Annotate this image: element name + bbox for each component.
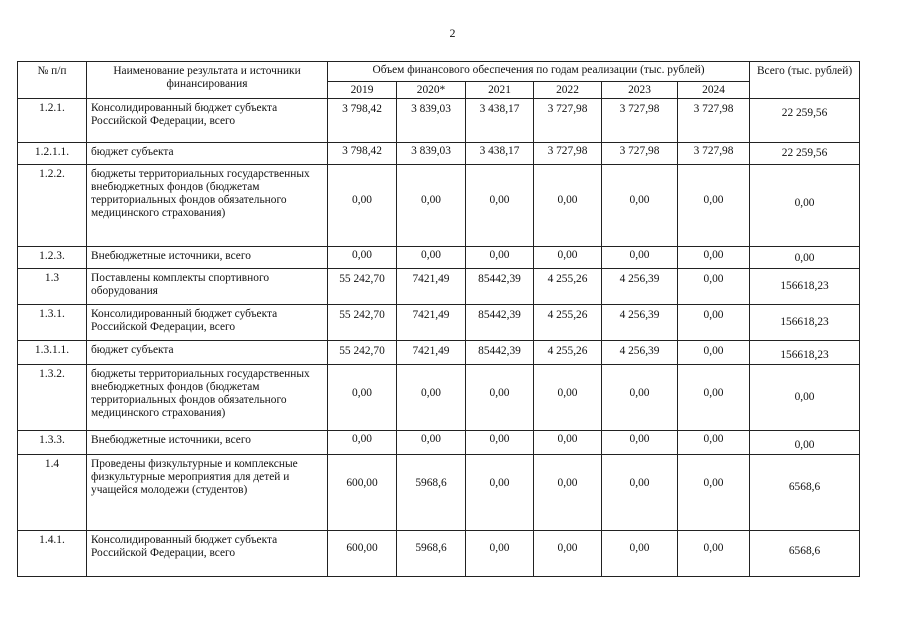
value-text: 7421,49: [412, 309, 450, 321]
value-text: 3 727,98: [547, 103, 588, 115]
value-cell: [602, 247, 678, 269]
value-cell: [397, 165, 466, 247]
value-text: 55 242,70: [339, 273, 385, 285]
value-text: 3 798,42: [342, 103, 382, 115]
value-cell: [466, 305, 534, 341]
value-cell: [328, 143, 397, 165]
value-cell: [678, 305, 750, 341]
total-cell: [750, 99, 860, 143]
value-cell: [602, 431, 678, 455]
value-cell: [466, 99, 534, 143]
value-text: 0,00: [489, 542, 510, 554]
budget-table: [17, 61, 860, 577]
value-cell: [678, 247, 750, 269]
value-cell: [397, 143, 466, 165]
value-cell: [328, 305, 397, 341]
value-text: 0,00: [629, 542, 650, 554]
total-cell: [750, 455, 860, 531]
table-row: [18, 165, 860, 247]
value-text: 0,00: [703, 477, 724, 489]
value-text: 0,00: [557, 433, 578, 445]
total-text: 0,00: [794, 252, 815, 264]
value-text: 3 839,03: [411, 145, 451, 157]
row-number: 1.2.1.1.: [18, 143, 87, 165]
value-text: 0,00: [489, 477, 510, 489]
value-cell: [678, 99, 750, 143]
total-cell: [750, 305, 860, 341]
value-text: 7421,49: [412, 345, 450, 357]
value-cell: [397, 455, 466, 531]
value-cell: [328, 269, 397, 305]
value-text: 85442,39: [478, 309, 521, 321]
value-text: 3 839,03: [411, 103, 451, 115]
value-cell: [328, 341, 397, 365]
row-name: бюджет субъекта: [87, 143, 328, 165]
value-cell: [678, 165, 750, 247]
header-num: № п/п: [18, 62, 87, 99]
table-row: [18, 341, 860, 365]
total-text: 156618,23: [780, 349, 829, 361]
value-cell: [328, 431, 397, 455]
value-text: 0,00: [421, 194, 441, 206]
row-name: бюджеты территориальных государственных внебюджетных фондов (бюджетам территориальных фондов обязательного медицинского страхования): [87, 165, 328, 247]
value-cell: [534, 247, 602, 269]
value-text: 4 256,39: [619, 273, 660, 285]
value-text: 0,00: [352, 387, 372, 399]
total-cell: [750, 143, 860, 165]
value-cell: [328, 365, 397, 431]
value-cell: [397, 431, 466, 455]
year-header: 2020*: [397, 82, 466, 99]
value-text: 4 256,39: [619, 345, 660, 357]
value-cell: [678, 143, 750, 165]
value-text: 85442,39: [478, 345, 521, 357]
value-text: 5968,6: [415, 542, 447, 554]
header-row: [18, 62, 860, 82]
value-cell: [602, 143, 678, 165]
value-text: 85442,39: [478, 273, 521, 285]
value-text: 0,00: [352, 249, 372, 261]
value-text: 0,00: [703, 249, 724, 261]
value-cell: [678, 531, 750, 577]
value-text: 0,00: [352, 194, 372, 206]
value-cell: [466, 269, 534, 305]
value-text: 4 255,26: [547, 309, 588, 321]
total-cell: [750, 341, 860, 365]
value-cell: [678, 365, 750, 431]
year-header: 2024: [678, 82, 750, 99]
value-cell: [602, 365, 678, 431]
table-row: [18, 305, 860, 341]
value-cell: [602, 341, 678, 365]
value-text: 0,00: [421, 249, 441, 261]
year-header: 2019: [328, 82, 397, 99]
row-number: 1.2.3.: [18, 247, 87, 269]
value-cell: [397, 99, 466, 143]
row-number: 1.3: [18, 269, 87, 305]
value-text: 4 255,26: [547, 345, 588, 357]
value-cell: [678, 455, 750, 531]
value-cell: [534, 269, 602, 305]
total-cell: [750, 247, 860, 269]
value-cell: [534, 365, 602, 431]
value-cell: [678, 431, 750, 455]
value-text: 0,00: [557, 249, 578, 261]
value-text: 0,00: [421, 387, 441, 399]
value-cell: [466, 365, 534, 431]
value-text: 3 727,98: [619, 145, 660, 157]
value-text: 0,00: [629, 387, 650, 399]
value-text: 0,00: [489, 194, 510, 206]
total-cell: [750, 165, 860, 247]
row-name: Консолидированный бюджет субъекта Российской Федерации, всего: [87, 99, 328, 143]
table-row: [18, 431, 860, 455]
header-year-group: Объем финансового обеспечения по годам реализации (тыс. рублей): [328, 62, 750, 82]
value-cell: [466, 143, 534, 165]
total-cell: [750, 531, 860, 577]
value-text: 0,00: [703, 309, 724, 321]
value-cell: [466, 455, 534, 531]
table-row: [18, 99, 860, 143]
header-name: Наименование результата и источники финансирования: [87, 62, 328, 99]
value-cell: [602, 99, 678, 143]
row-name: Проведены физкультурные и комплексные физкультурные мероприятия для детей и учащейся молодежи (студентов): [87, 455, 328, 531]
value-text: 0,00: [352, 433, 372, 445]
value-cell: [466, 247, 534, 269]
value-cell: [534, 99, 602, 143]
value-text: 0,00: [629, 477, 650, 489]
row-number: 1.4.1.: [18, 531, 87, 577]
value-text: 0,00: [629, 433, 650, 445]
value-text: 3 438,17: [479, 145, 520, 157]
total-text: 0,00: [794, 197, 815, 209]
table-row: [18, 455, 860, 531]
value-cell: [328, 99, 397, 143]
total-text: 6568,6: [788, 481, 821, 493]
value-text: 0,00: [557, 477, 578, 489]
row-name: Консолидированный бюджет субъекта Российской Федерации, всего: [87, 305, 328, 341]
total-text: 6568,6: [788, 545, 821, 557]
value-text: 3 727,98: [693, 145, 734, 157]
row-name: Внебюджетные источники, всего: [87, 431, 328, 455]
value-cell: [397, 269, 466, 305]
value-text: 4 255,26: [547, 273, 588, 285]
row-number: 1.2.2.: [18, 165, 87, 247]
value-text: 3 727,98: [547, 145, 588, 157]
table-row: [18, 143, 860, 165]
value-text: 0,00: [557, 387, 578, 399]
value-text: 0,00: [703, 273, 724, 285]
value-text: 0,00: [489, 433, 510, 445]
row-number: 1.3.2.: [18, 365, 87, 431]
value-text: 55 242,70: [339, 345, 385, 357]
value-text: 0,00: [557, 542, 578, 554]
total-cell: [750, 431, 860, 455]
value-cell: [602, 165, 678, 247]
value-text: 3 438,17: [479, 103, 520, 115]
value-cell: [466, 341, 534, 365]
value-text: 600,00: [346, 542, 378, 554]
value-cell: [328, 247, 397, 269]
value-cell: [534, 165, 602, 247]
total-text: 156618,23: [780, 316, 829, 328]
total-cell: [750, 365, 860, 431]
value-cell: [328, 455, 397, 531]
value-cell: [397, 365, 466, 431]
value-cell: [397, 341, 466, 365]
value-cell: [534, 305, 602, 341]
value-text: 0,00: [703, 387, 724, 399]
row-name: бюджет субъекта: [87, 341, 328, 365]
header-total: Всего (тыс. рублей): [750, 62, 860, 99]
year-header: 2021: [466, 82, 534, 99]
value-text: 3 727,98: [619, 103, 660, 115]
value-text: 5968,6: [415, 477, 447, 489]
value-cell: [602, 455, 678, 531]
total-text: 0,00: [794, 439, 815, 451]
value-cell: [466, 531, 534, 577]
total-text: 156618,23: [780, 280, 829, 292]
value-cell: [534, 431, 602, 455]
row-name: бюджеты территориальных государственных внебюджетных фондов (бюджетам территориальных фондов обязательного медицинского страхования): [87, 365, 328, 431]
value-text: 0,00: [489, 249, 510, 261]
value-cell: [466, 431, 534, 455]
value-text: 3 727,98: [693, 103, 734, 115]
row-name: Консолидированный бюджет субъекта Российской Федерации, всего: [87, 531, 328, 577]
value-text: 55 242,70: [339, 309, 385, 321]
page-number: 2: [449, 26, 456, 40]
table-row: [18, 269, 860, 305]
value-cell: [328, 165, 397, 247]
value-cell: [397, 531, 466, 577]
table-row: [18, 365, 860, 431]
row-number: 1.3.1.1.: [18, 341, 87, 365]
table-row: [18, 247, 860, 269]
value-cell: [534, 341, 602, 365]
row-number: 1.3.3.: [18, 431, 87, 455]
value-cell: [678, 341, 750, 365]
value-text: 0,00: [557, 194, 578, 206]
value-text: 0,00: [421, 433, 441, 445]
value-text: 600,00: [346, 477, 378, 489]
row-name: Поставлены комплекты спортивного оборудования: [87, 269, 328, 305]
year-header: 2022: [534, 82, 602, 99]
value-cell: [534, 531, 602, 577]
value-cell: [678, 269, 750, 305]
row-number: 1.3.1.: [18, 305, 87, 341]
value-text: 0,00: [703, 194, 724, 206]
value-text: 0,00: [629, 194, 650, 206]
row-number: 1.4: [18, 455, 87, 531]
value-text: 0,00: [629, 249, 650, 261]
value-text: 3 798,42: [342, 145, 382, 157]
value-text: 4 256,39: [619, 309, 660, 321]
value-text: 0,00: [703, 542, 724, 554]
value-cell: [466, 165, 534, 247]
table-row: [18, 531, 860, 577]
row-name: Внебюджетные источники, всего: [87, 247, 328, 269]
value-text: 0,00: [703, 433, 724, 445]
value-cell: [328, 531, 397, 577]
row-number: 1.2.1.: [18, 99, 87, 143]
total-cell: [750, 269, 860, 305]
value-cell: [397, 247, 466, 269]
value-text: 0,00: [489, 387, 510, 399]
total-text: 22 259,56: [781, 107, 828, 119]
value-text: 0,00: [703, 345, 724, 357]
value-cell: [602, 531, 678, 577]
value-cell: [602, 269, 678, 305]
value-cell: [534, 143, 602, 165]
value-cell: [534, 455, 602, 531]
year-header: 2023: [602, 82, 678, 99]
total-text: 22 259,56: [781, 147, 828, 159]
value-cell: [397, 305, 466, 341]
total-text: 0,00: [794, 391, 815, 403]
value-text: 7421,49: [412, 273, 450, 285]
value-cell: [602, 305, 678, 341]
